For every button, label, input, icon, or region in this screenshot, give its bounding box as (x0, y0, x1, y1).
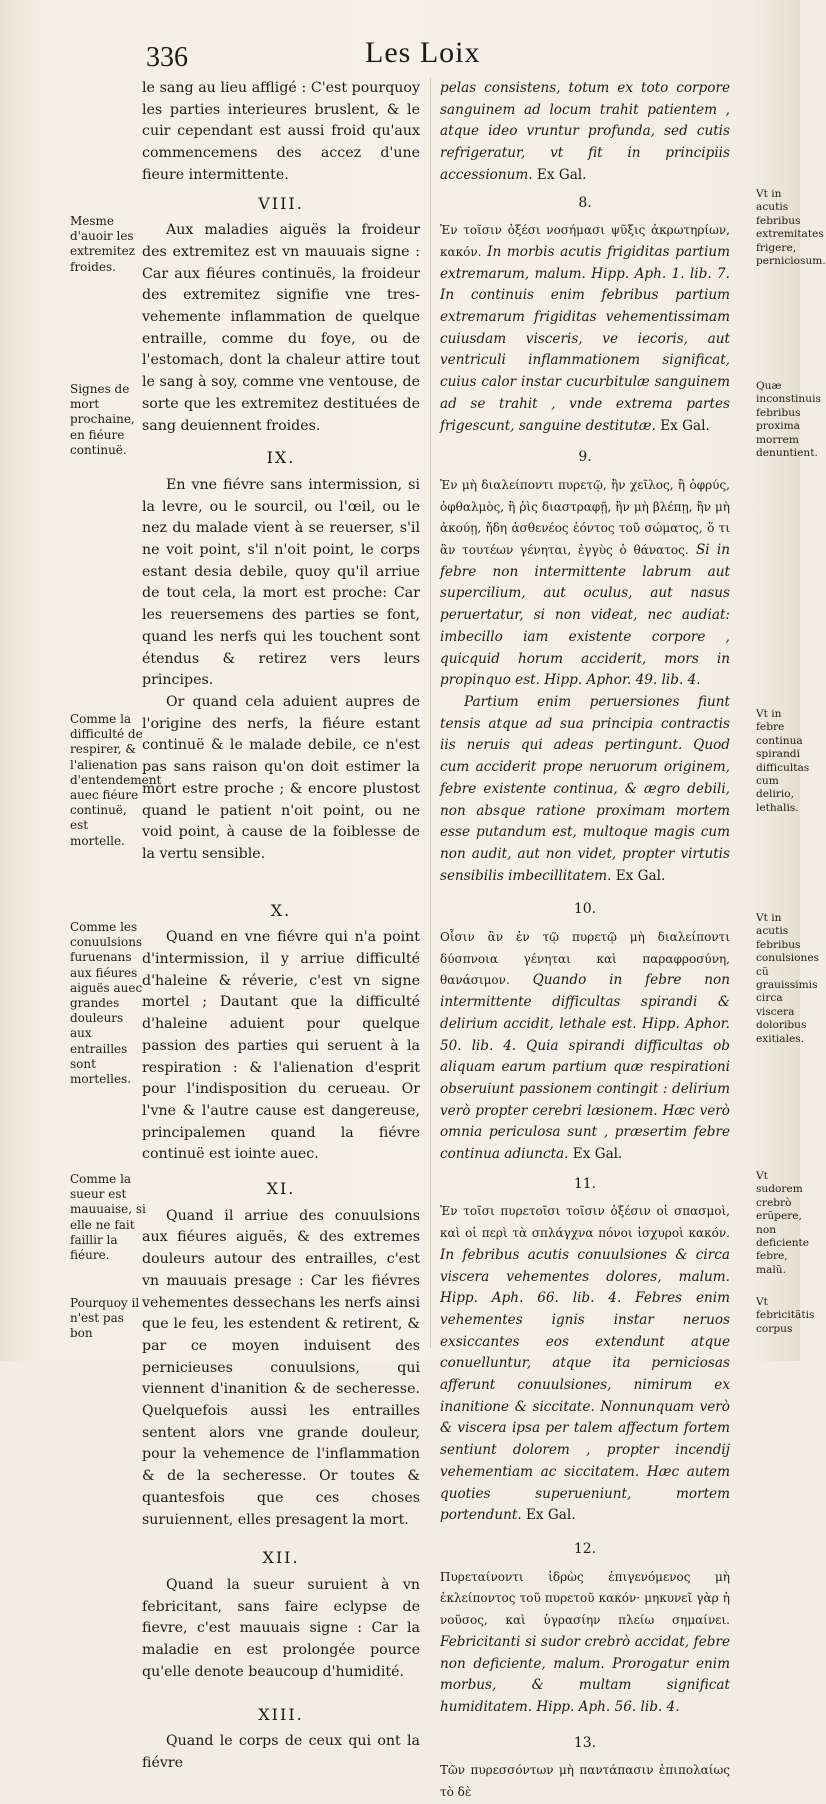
section-paragraph: Quand la sueur suruient à vn febricitant, sans faire eclypse de fievre, c'est mauuais signe : Car la maladie en est prolongée pource qu'elle denote beaucoup d'humidité. (142, 1577, 420, 1680)
source-ref: Ex Gal. (660, 417, 710, 434)
section-paragraph: Quand en vne fiévre qui n'a point d'intermission, il y arriue difficulté d'haleine & réverie, c'est vn signe mortel ; Dautant que la difficulté d'haleine aduient pour quelque passion des parties qui seruent à la respiration : & l'alienation d'esprit pour l'indisposition du cerueau. Or l'vne & l'autre cause est dangereuse, principalemen quand la fiévre continuë est iointe auec. (142, 929, 420, 1163)
section-paragraph: En vne fiévre sans intermission, si la levre, ou le sourcil, ou l'œil, ou le nez du malade vient à se reuerser, s'il ne voit point, s'il n'oit point, le corps estant desia debile, quoy qu'il arriue de tout cela, la mort est proche: Car les reuersemens des parties se font, quand les nerfs qui les touchent sont étendus & retirez vers leurs principes. (142, 476, 420, 689)
section-number: 8. (578, 194, 592, 211)
latin-text: Partium enim peruersiones fiunt tensis atque ad sua principia contractis iis neruis qui adeas pertingunt. Quod cum acciderit prope neruorum originem, febre existente continua, & ægro debili, non absque ratione proximam mortem esse putandum est, multoque magis cum non audit, aut non videt, propter virtutis sensibilis imbecillitatem. (440, 693, 730, 884)
section-number: XII. (262, 1548, 300, 1568)
margin-note: Signes de mort prochaine, en fiéure continuë. (70, 382, 135, 457)
section-number: X. (270, 900, 292, 920)
section-number: VIII. (258, 193, 304, 213)
latin-text: Febricitanti si sudor crebrò accidat, febre non deficiente, malum. Prorogatur enim morbus, & multam significat humiditatem. Hipp. Aph. 56. lib. 4. (440, 1633, 730, 1715)
greek-text: Πυρεταίνοντι ἱδρὼς ἐπιγενόμενος μὴ ἐκλείποντος τοῦ πυρετοῦ κακόν· μηκυνεῖ γὰρ ἡ νοῦσος, καὶ ὑγρασίην πλείω σημαίνει. (440, 1569, 730, 1628)
french-intro: le sang au lieu affligé : C'est pourquoy les parties interieures bruslent, & le cuir cependant est aussi froid qu'aux commencemens des accez d'une fieure intermittente. (142, 80, 420, 183)
margin-note: Vt sudorem crebrò erũpere, non deficiente febre, malũ. (756, 1170, 810, 1276)
column-divider (430, 78, 431, 1348)
latin-intro: pelas consistens, totum ex toto corpore sanguinem ad locum trahit patientem , atque ideo vruntur profunda, sed cutis refrigeratur, vt fit in principiis accessionum. (440, 80, 730, 183)
french-column (142, 78, 420, 1775)
source-ref: Ex Gal. (572, 1146, 623, 1163)
running-head: Les Loix (365, 36, 481, 69)
latin-text: In morbis acutis frigiditas partium extremarum, malum. Hipp. Aph. 1. lib. 7. In continuis enim febribus partium extremarum frigiditas vehementissimam cuiusdam visceris, ve iecoris, aut ventriculi inflammationem significat, cuius calor instar cucurbitulæ sanguinem ad se trahit , vnde extrema partes frigescunt, sanguine destitutæ. (440, 243, 731, 434)
section-number: XI. (266, 1179, 296, 1199)
source-ref: Ex Gal. (615, 867, 666, 884)
section-paragraph: Quand le corps de ceux qui ont la fiévre (142, 1733, 420, 1771)
margin-note: Vt febricitãtis corpus (756, 1296, 815, 1335)
source-ref: Ex Gal. (536, 166, 587, 183)
latin-text: In febribus acutis conuulsiones & circa viscera vehementes dolores, malum. Hipp. Aph. 66. lib. 4. Febres enim vehementes ignis instar neruos exsiccantes eos extendunt atque conuelluntur, atque ita perniciosas afferunt conuulsiones, nimirum ex inanitione & siccitate. Nonnunquam verò & viscera ipsa per talem affectum fortem sentiunt dolorem , propter incendij vehementiam ac siccitatem. Hæc autem quoties superueniunt, mortem portendunt. (440, 1246, 730, 1524)
source-ref: Ex Gal. (525, 1507, 576, 1524)
section-paragraph: Or quand cela aduient aupres de l'origine des nerfs, la fiéure estant continuë & le malade debile, ce n'est pas sans raison qu'on doit estimer la mort estre proche ; & encore plustost quand le patient n'oit point, ou ne void point, à cause de la foiblesse de la vertu sensible. (142, 693, 420, 862)
greek-text: Οἷσιν ἂν ἐν τῷ πυρετῷ μὴ διαλείποντι δύσπνοια γένηται καὶ παραφροσύνη, θανάσιμον. (440, 930, 730, 988)
section-number: 9. (578, 449, 592, 466)
section-paragraph: Aux maladies aiguës la froideur des extremitez est vn mauuais signe : Car aux fiéures continuës, la froideur des extremitez signifie vne tres-vehemente inflammation de quelque entraille, comme du foye, ou de l'estomach, dont la chaleur attire tout le sang à soy, comme vne ventouse, de sorte que les extremitez destituées de sang deuiennent froides. (142, 222, 420, 434)
greek-text: Ἐν μὴ διαλείποντι πυρετῷ, ἢν χεῖλος, ἢ ὀφρύς, ὀφθαλμὸς, ἢ ῥὶς διαστραφῇ, ἢν μὴ βλέπῃ, ἢν μὴ ἀκούῃ, ἤδη ἀσθενέος ἐόντος τοῦ σώματος, ὅ τι ἂν τουτέων γένηται, ἐγγὺς ὁ θάνατος. (440, 477, 730, 558)
section-number: IX. (266, 448, 296, 468)
section-paragraph: Quand il arriue des conuulsions aux fiéures aiguës, & des extremes douleurs autour des entrailles, c'est vn mauuais presage : Car les fiévres vehementes dessechans les nerfs ainsi que le feu, les estendent & retirent, & par ce moyen induisent des pernicieuses conuulsions, qui viennent d'inanition & de secheresse. Quelquefois aussi les entrailles sentent alors vne grande douleur, pour la vehemence de l'inflammation & de la secheresse. Or toutes & quantesfois que ces choses suruiennent, elles presagent la mort. (142, 1207, 420, 1528)
greek-text: Τῶν πυρεσσόντων μὴ παντάπασιν ἐπιπολαίως τὸ δὲ (440, 1763, 730, 1800)
page-header (0, 30, 800, 78)
margin-note: Pourquoy il n'est pas bon (70, 1296, 140, 1341)
section-number: 11. (573, 1175, 597, 1192)
margin-note: Vt in febre continua spirandi difficultas cum delirio, lethalis. (756, 708, 810, 814)
margin-note: Comme les conuulsions furuenans aux fiéures aiguës auec grandes douleurs aux entrailles sont mortelles. (70, 920, 143, 1087)
margin-note: Vt in acutis febribus extremitates frigere, perniciosum. (756, 188, 826, 268)
section-number: XIII. (258, 1704, 304, 1724)
latin-text: Si in febre non intermittente labrum aut supercilium, aut oculus, aut nasus peruertatur, si non videat, nec audiat: imbecillo iam existente corpore , quicquid horum acciderit, mors in propinquo est. Hipp. Aphor. 49. lib. 4. (440, 542, 730, 689)
margin-note: Comme la difficulté de respirer, & l'alienation d'entendement auec fiéure continuë, est mortelle. (70, 712, 162, 848)
page-number: 336 (146, 42, 188, 73)
margin-note: Vt in acutis febribus conulsiones cũ grauissimis circa viscera doloribus exitiales. (756, 912, 820, 1045)
section-number: 13. (573, 1734, 597, 1751)
greek-text: Ἐν τοῖσιν ὀξέσι νοσήμασι ψῦξις ἀκρωτηρίων, κακόν. (440, 223, 730, 259)
latin-column (440, 78, 730, 1804)
margin-note: Mesme d'auoir les extremitez froides. (70, 214, 135, 274)
greek-text: Ἐν τοῖσι πυρετοῖσι τοῖσιν ὀξέσιν οἱ σπασμοὶ, καὶ οἱ περὶ τὰ σπλάγχνα πόνοι ἰσχυροὶ κακόν. (440, 1204, 730, 1241)
margin-note: Comme la sueur est mauuaise, si elle ne fait faillir la fiéure. (70, 1172, 146, 1263)
latin-text: Quando in febre non intermittente difficultas spirandi & delirium accidit, lethale est. Hipp. Aphor. 50. lib. 4. Quia spirandi difficultas ob aliquam earum partium quæ respirationi obseruiunt passionem contingit : delirium verò propter cerebri læsionem. Hæc verò omnia periculosa sunt , præsertim febre continua adiuncta. (440, 972, 730, 1163)
margin-note: Quæ inconstinuis febribus proxima morrem denuntient. (756, 380, 821, 460)
section-number: 10. (573, 901, 597, 918)
section-number: 12. (573, 1541, 597, 1557)
